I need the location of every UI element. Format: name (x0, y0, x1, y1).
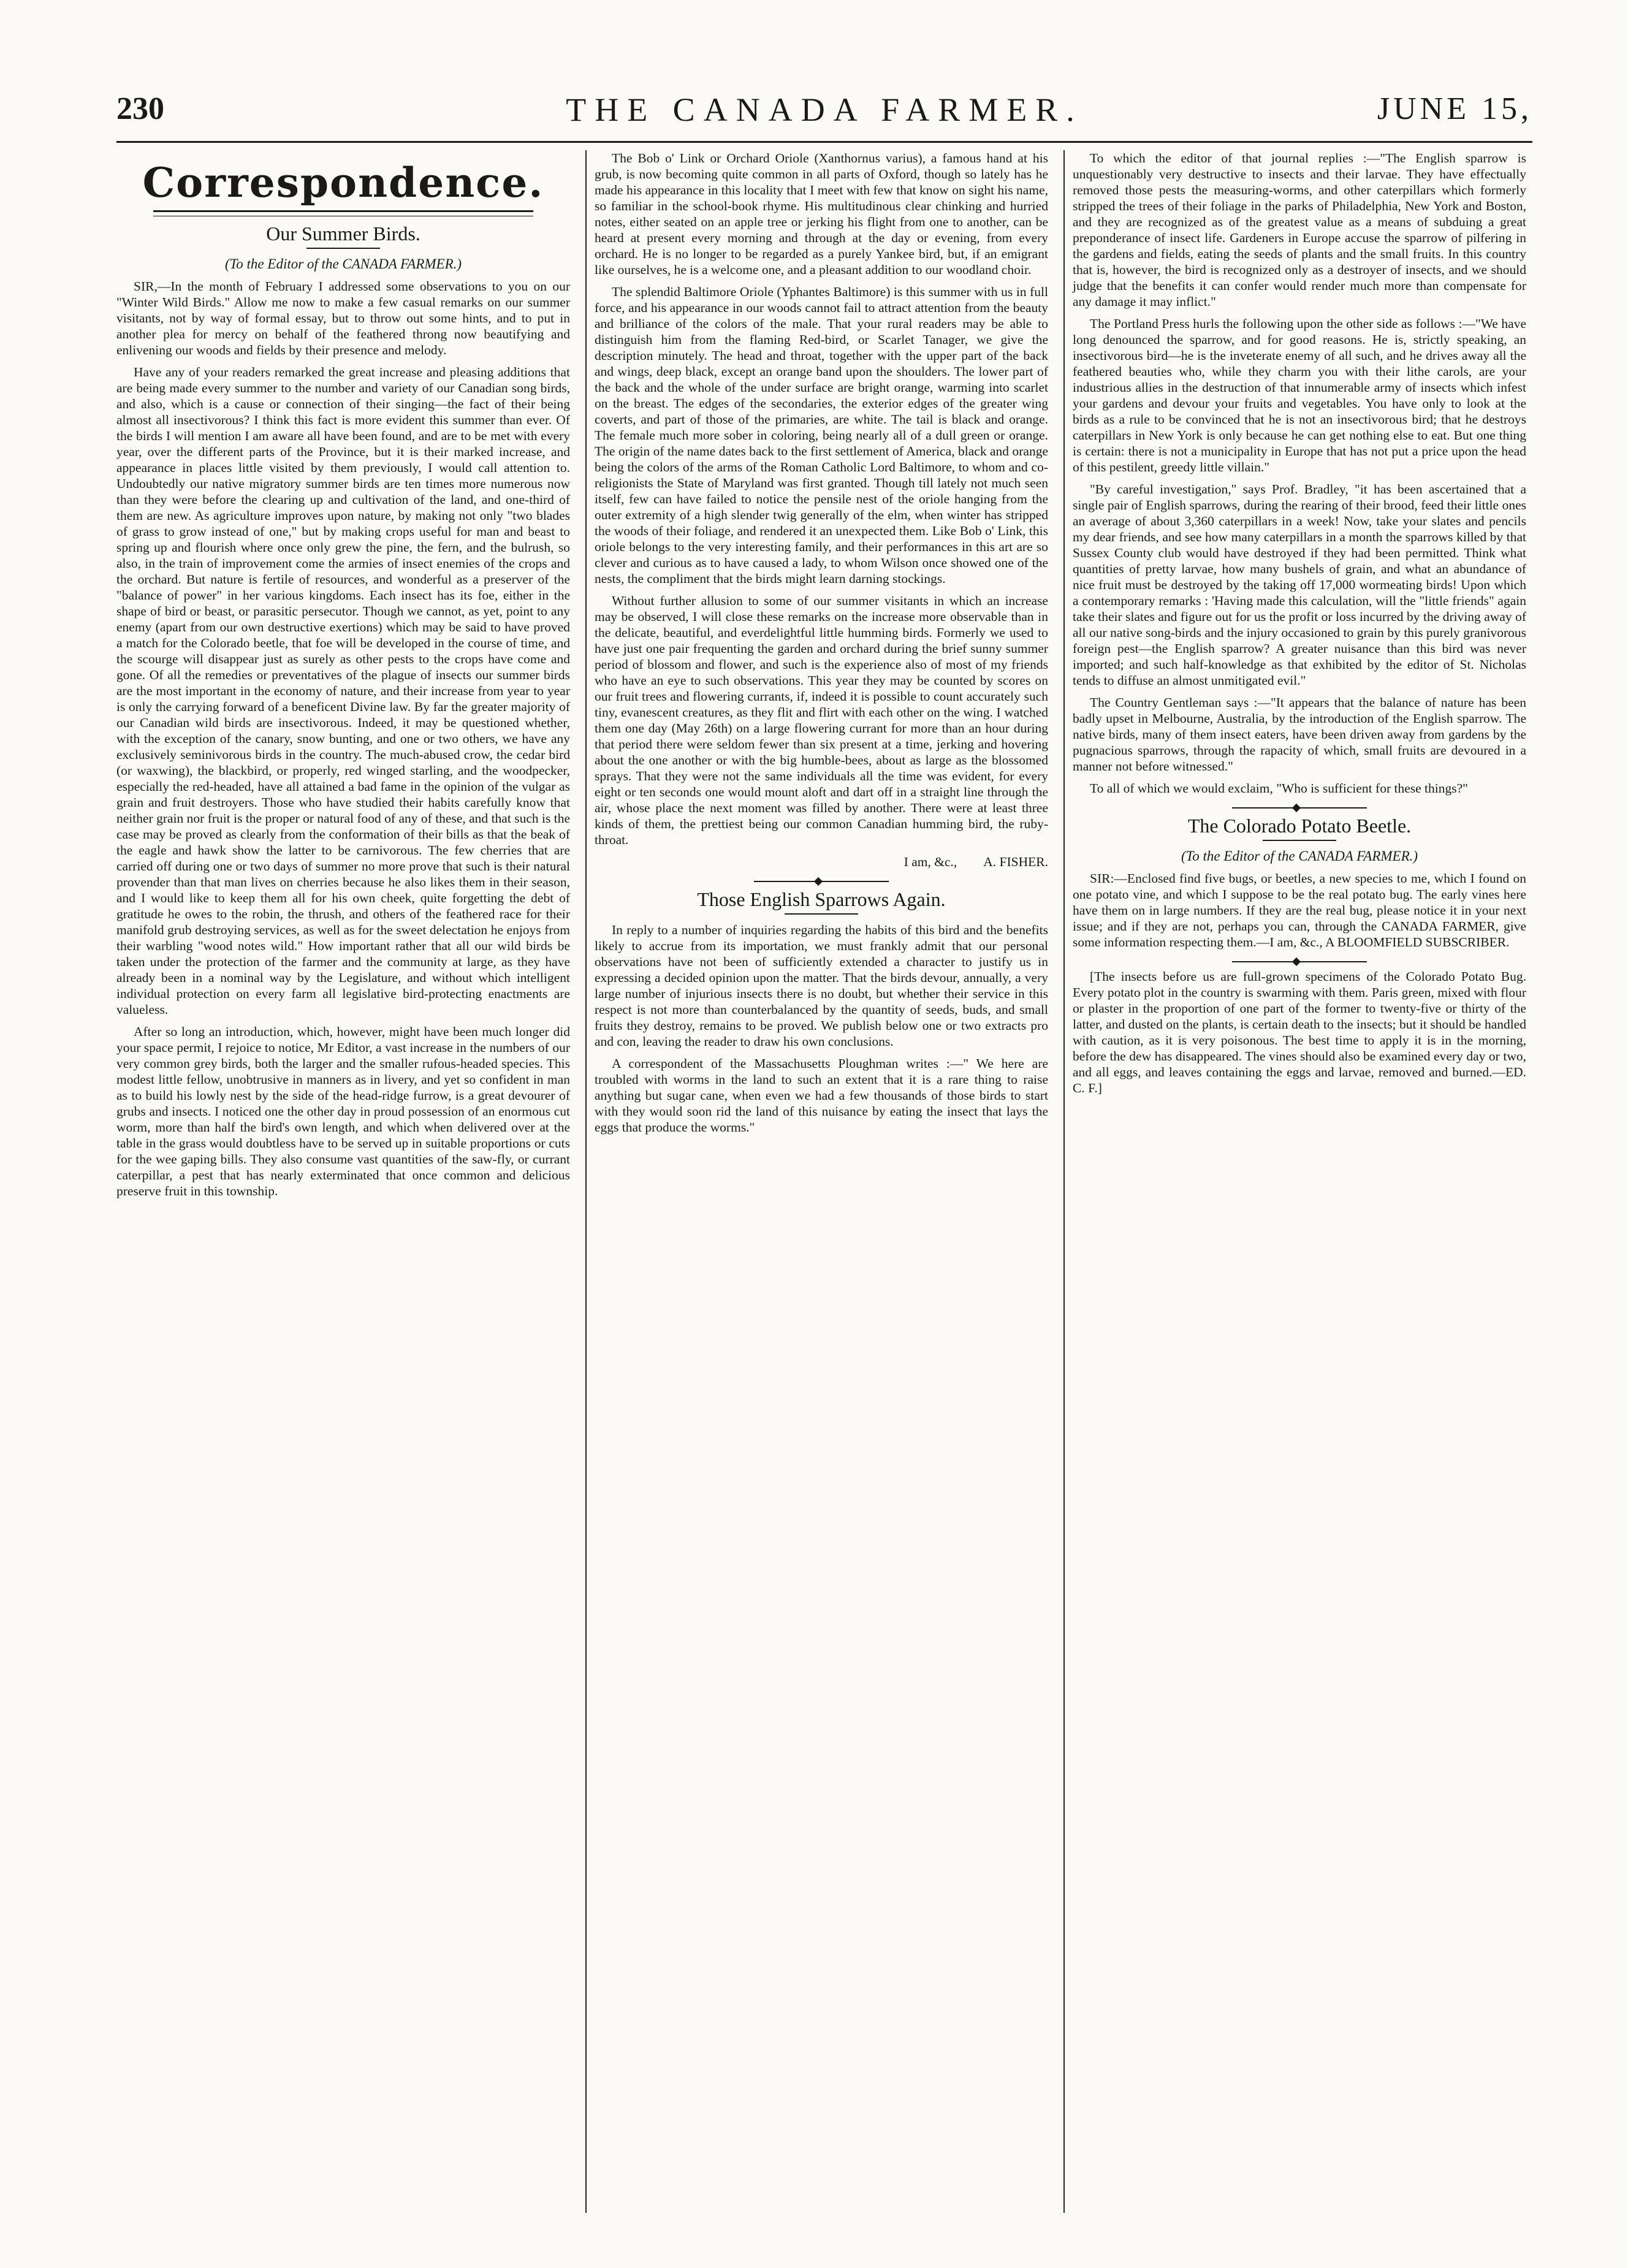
newspaper-page (116, 67, 1532, 2213)
double-rule (153, 210, 533, 216)
paragraph: The Country Gentleman says :—"It appears that the balance of nature has been badly upset in Melbourne, Australia, by the introduction of the English sparrow. The native birds, many of them insect eaters, have been driven away from gardens by the pugnacious sparrows, through the rapacity of which, small fruits are devoured in a manner not before witnessed." (1073, 695, 1526, 774)
paragraph: The splendid Baltimore Oriole (Yphantes Baltimore) is this summer with us in full force, and his appearance in our woods cannot fail to attract attention from the beauty and brilliance of the colors of the male. That your rural readers may be able to distinguish him from the flaming Red-bird, or Scarlet Tanager, we give the description minutely. The head and throat, together with the upper part of the back and wings, deep black, except an orange band upon the shoulders. The lower part of the back and the whole of the under surface are bright orange, warming into scarlet on the breast. The edges of the secondaries, the exterior edges of the greater wing coverts, and part of those of the primaries, are white. The tail is black and orange. The female much more sober in coloring, being nearly all of a dull green or orange. The origin of the name dates back to the first settlement of America, black and orange being the colors of the arms of the Roman Catholic Lord Baltimore, to whom and co-religionists the State of Maryland was first granted. Though till lately not much seen itself, few can have failed to notice the pensile nest of the oriole hanging from the outer extremity of a high slender twig generally of the elm, when winter has stripped the woods of their foliage, and rendered it an unexpected them. Like Bob o' Link, this oriole belongs to the very interesting family, and their performances in this art are so clever and curious as to have caused a lady, to whom Wilson once showed one of the nests, the compliment that the birds might learn darning stockings. (595, 284, 1048, 586)
short-rule (785, 913, 858, 915)
paragraph: In reply to a number of inquiries regarding the habits of this bird and the benefits likely to accrue from its importation, we must frankly admit that our personal observations have not been of sufficiently extended a character to justify us in expressing a decided opinion upon the matter. That the birds devour, annually, a very large number of injurious insects there is no doubt, but whether their service in this respect is not more than counterbalanced by the quantity of seeds, buds, and small fruits they destroy, remains to be proved. We publish below one or two extracts pro and con, leaving the reader to draw his own conclusions. (595, 923, 1048, 1049)
issue-date: JUNE 15, (1377, 91, 1532, 126)
signature: A. FISHER. (983, 854, 1048, 869)
paragraph: The Portland Press hurls the following upon the other side as follows :—"We have long denounced the sparrow, and for good reasons. He is, strictly speaking, an insectivorous bird—he is the inveterate enemy of all such, and he drives away all the feathered beauties who, while they charm you with their lithe carols, are your industrious allies in the destruction of that innumerable army of insects which infest your gardens and devour your fruits and vegetables. You have only to look at the birds as a rule to be convinced that he is not an insectivorous bird; that he destroys caterpillars in New York is only because he can get nothing else to eat. But one thing is certain: there is not a municipality in Europe that has not put a price upon the head of this pestilent, greedy little villain." (1073, 316, 1526, 474)
paragraph: The Bob o' Link or Orchard Oriole (Xanthornus varius), a famous hand at his grub, is now becoming quite common in all parts of Oxford, though so lately has he made his appearance in this locality that I meet with few that know on sight his name, so familiar in the school-book rhyme. His multitudinous clear chinking and hurried notes, either seated on an apple tree or jerking his flight from one to another, can be heard at present every morning and through at the day or evening, from every orchard. He is no longer to be regarded as a purely Yankee bird, but, if an emigrant like ourselves, he is a welcome one, and a pleasant addition to our woodland choir. (595, 151, 1048, 277)
closing: I am, &c., (903, 854, 957, 869)
section-title: Correspondence. (142, 159, 544, 207)
paragraph: To which the editor of that journal replies :—"The English sparrow is unquestionably very destructive to insects and their larvae. They have effectually removed those pests the measuring-worms, and other caterpillars which formerly stripped the trees of their foliage in the parks of Philadelphia, New York and Boston, and they are recognized as of the greatest value as a means of subduing a great preponderance of insect life. Gardeners in Europe accuse the sparrow of pilfering in the gardens and fields, eating the seeds of plants and the small fruits. In this country that is, however, the bird is recognized only as a destroyer of insects, and we should judge that the benefits it can confer would render much more than compensate for any damage it may inflict." (1073, 151, 1526, 309)
page-header (116, 67, 1532, 143)
paragraph: "By careful investigation," says Prof. Bradley, "it has been ascertained that a single pair of English sparrows, during the rearing of their brood, feed their little ones an average of about 3,360 caterpillars in a week! Now, take your slates and pencils my dear friends, and see how many caterpillars in a month the sparrows killed by that Sussex County club would have destroyed if they had been permitted. Think what quantities of pretty larvae, how many bushels of grain, and what an abundance of nice fruit must be destroyed by the taking off 17,000 wormeating birds! Upon which a contemporary remarks : 'Having made this calculation, will the "little friends" again take their slates and figure out for us the profit or loss incurred by the driving away of all our native song-birds and the injury occasioned to grain by this purely granivorous foreign pest—the English sparrow? A greater nuisance than this bird was never imported; and such half-knowledge as that exhibited by the editor of St. Nicholas tends to diffuse an almost unmitigated evil." (1073, 482, 1526, 688)
masthead-title: THE CANADA FARMER. (566, 91, 1083, 128)
article-addressee: (To the Editor of the CANADA FARMER.) (1181, 848, 1418, 864)
column-2 (595, 150, 1048, 2213)
paragraph: After so long an introduction, which, however, might have been much longer did your space permit, I rejoice to notice, Mr Editor, a vast increase in the numbers of our very common grey birds, both the larger and the smaller rufous-headed species. This modest little fellow, unobtrusive in manners as in livery, and yet so confident in man as to build his lowly nest by the side of the head-ridge furrow, is a great devourer of grubs and insects. I noticed one the other day in proud possession of an enormous cut worm, more than half the bird's own length, and which when delivered over at the table in the grass would doubtless have to be served up in suitable proportions or cuts for the wee gaping bills. They also consume vast quantities of the saw-fly, or currant caterpillar, a pest that has nearly exterminated that once common and delicious preserve fruit in this township. (116, 1024, 570, 1198)
paragraph: SIR:—Enclosed find five bugs, or beetles, a new species to me, which I found on one potato vine, and which I suppose to be the real potato bug. The early vines here have them on in large numbers. If they are the real bug, please notice it in your next issue; and if they are not, perhaps you can, through the CANADA FARMER, give some information respecting them.—I am, &c., A BLOOMFIELD SUBSCRIBER. (1073, 871, 1526, 949)
short-rule (1263, 840, 1336, 841)
column-3 (1073, 150, 1526, 2213)
page-number: 230 (116, 91, 164, 126)
article-title-beetle: The Colorado Potato Beetle. (1187, 815, 1412, 837)
article-title-birds: Our Summer Birds. (266, 223, 420, 245)
paragraph: [The insects before us are full-grown specimens of the Colorado Potato Bug. Every potato plot in the country is swarming with them. Paris green, mixed with flour or plaster in the proportion of one part of the former to twenty-five or thirty of the latter, and dusted on the plants, is certain death to the insects; but it should be handled with caution, as it is very poisonous. The best time to apply it is in the morning, before the dew has disappeared. The vines should also be examined every day or two, and all eggs, and leaves containing the eggs and larvae, removed and burned.—ED. C. F.] (1073, 969, 1526, 1095)
columns (116, 150, 1532, 2213)
paragraph: Without further allusion to some of our summer visitants in which an increase may be observed, I will close these remarks on the increase more observable than in the delicate, beautiful, and everdelightful little humming birds. Formerly we used to have just one pair frequenting the garden and orchard during the brief sunny summer period of blossom and flower, and such is the experience also of most of my friends who have an eye to such observations. This year they may be counted by scores on our fruit trees and flowering currants, if, indeed it is possible to count accurately such tiny, evanescent creatures, as they flit and flirt with each other on the wing. I watched them one day (May 26th) on a large flowering currant for more than an hour during that period there were seldom fewer than six present at a time, jerking and hovering about the one another or with the big humble-bees, about as large as the blossomed sprays. That they were not the same individuals all the time was evident, for every eight or ten seconds one would mount aloft and dart off in a straight line through the air, whose place the next moment was filled by another. There were at least three kinds of them, the prettiest being our common Canadian humming bird, the ruby-throat. (595, 593, 1048, 847)
article-addressee: (To the Editor of the CANADA FARMER.) (224, 256, 462, 272)
signature-line (595, 854, 1048, 870)
paragraph: Have any of your readers remarked the great increase and pleasing additions that are being made every summer to the number and variety of our Canadian song birds, and also, which is a cause or connection of their singing—the fact of their being almost all insectivorous? I think this fact is more evident this summer than ever. Of the birds I will mention I am aware all have been found, and are to be met with every year, over the different parts of the Province, but it is their marked increase, and appearance in places little visited by them previously, I would call attention to. Undoubtedly our native migratory summer birds are ten times more numerous now than they were before the clearing up and cultivation of the land, and one-third of them are new. As agriculture improves upon nature, by making not only "two blades of grass to grow instead of one," but by making crops useful for man and beast to spring up and flourish where once only grew the pine, the fern, and the bulrush, so also, in the train of improvement come the armies of insect enemies of the crops and the orchard. But nature is fertile of resources, and wonderful as a preserver of the "balance of power" in her various kingdoms. Each insect has its foe, either in the shape of bird or beast, or parasitic persecutor. Though we cannot, as yet, point to any enemy (apart from our own destructive exertions) which may be said to have proved a match for the Colorado beetle, that foe will be developed in the course of time, and the scourge will disappear just as surely as other pests to the crops have come and gone. Of all the remedies or preventatives of the plague of insects our summer birds are the most important in the economy of nature, and their increase from year to year is only the carrying forward of a beneficent Divine law. By far the greater majority of our Canadian wild birds are insectivorous. Indeed, it may be questioned whether, with the exception of the canary, snow bunting, and one or two others, we have any exclusively seminivorous birds in the country. The much-abused crow, the cedar bird (or waxwing), the blackbird, or properly, red winged starling, and the woodpecker, especially the red-headed, have all attained a bad fame in the opinion of the vulgar as grain and fruit destroyers. Those who have studied their habits carefully know that neither grain nor fruit is the proper or natural food of any of these, and that such is the case may be proved as clearly from the conformation of their bills as that the beak of the eagle and hawk show the latter to be carnivorous. The few cherries that are carried off during one or two days of summer no more prove that such is their natural provender than that man lives on cherries because he also likes them in their season, and I would like to keep them all for his own cheek, quite forgetting the debt of gratitude he owes to the robin, the thrush, and others of the feathered race for their manifold grub destroying services, as well as for the sweet delectation he enjoys from their warbling "wood notes wild." How important rather that all our wild birds be taken under the protection of the farmer and the community at large, as they have already been in a nominal way by the Legislature, and without which intelligent individual protection on every farm all legislative bird-protecting enactments are valueless. (116, 365, 570, 1017)
divider (1232, 961, 1367, 962)
column-1 (116, 150, 570, 2213)
paragraph: SIR,—In the month of February I addressed some observations to you on our "Winter Wild Birds." Allow me now to make a few casual remarks on our summer visitants, not by way of formal essay, but to throw out some hints, and to put in another plea for mercy on behalf of the feathered throng now beautifying and enlivening our woods and fields by their presence and melody. (116, 279, 570, 357)
divider (754, 881, 889, 882)
column-rule (1063, 150, 1065, 2213)
paragraph: To all of which we would exclaim, "Who is sufficient for these things?" (1090, 781, 1468, 796)
short-rule (306, 248, 380, 249)
column-rule (585, 150, 587, 2213)
paragraph: A correspondent of the Massachusetts Ploughman writes :—" We here are troubled with worms in the land to such an extent that it is a rare thing to raise anything but sugar cane, when even we had a few thousands of those birds to start with they would soon rid the land of this nuisance by eating the insect that lays the eggs that produce the worms." (595, 1056, 1048, 1135)
divider (1232, 807, 1367, 809)
article-title-sparrows: Those English Sparrows Again. (697, 888, 946, 910)
